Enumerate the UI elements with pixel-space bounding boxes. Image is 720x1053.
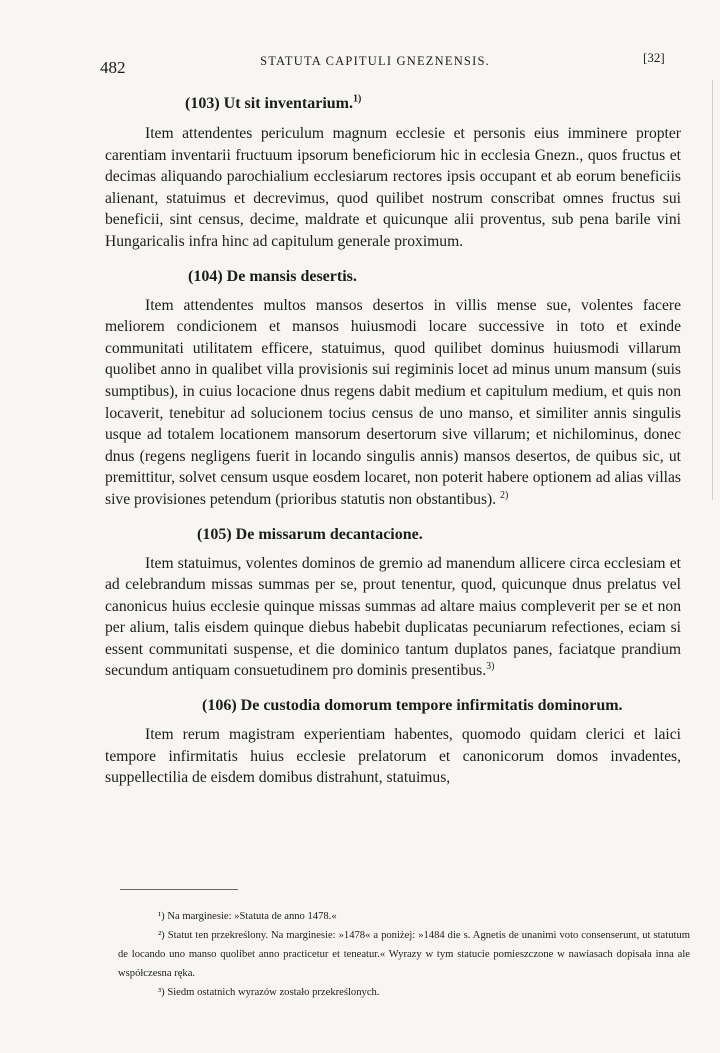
- section-title-104: [105, 265, 681, 289]
- footnote-ref: 1): [352, 93, 362, 105]
- paragraph-text: Item attendentes periculum magnum ecclesie et personis eius imminere propter carentiam inventarii fructuum ipsorum beneficiorum hic in ecclesia Gnezn., quos fructus et decimas aliquando parochialium ecclesiarum rectores ipsis occupant et ab eorum beneficiis alienant, statuimus et decrevimus, quod quilibet nostrum conscribat omnes fructus sui beneficii, sint census, decime, maldrate et quicunque alii proventus, sub pena barile vini Hungaricalis infra hinc ad capitulum generale proximum.: [105, 125, 681, 250]
- section-title-text: De mansis desertis.: [226, 267, 357, 285]
- paragraph-103: [105, 123, 681, 253]
- section-number: (105): [197, 525, 232, 543]
- page-number: 482: [100, 58, 126, 77]
- paragraph-text: Item statuimus, volentes dominos de gremio ad manendum allicere circa ecclesiam et ad celebrandum missas summas per se, prout tenentur, quod, quicunque dnus prelatus vel canonicus huius ecclesie quinque missas summas ad altare maius compleverit per se et non per alium, talis eisdem quinque diebus habebit duplicatas pecuniarum refectiones, eciam si essent communitati suspense, et die dominico tantum duplatos panes, faciatque prandium secundum antiquam consuetudinem pro dominis presentibus.: [105, 554, 681, 680]
- section-number: (106): [202, 697, 237, 715]
- body-text: [105, 92, 681, 789]
- footnote-1: ¹) Na marginesie: »Statuta de anno 1478.«: [158, 911, 337, 922]
- paragraph-text: Item attendentes multos mansos desertos in villis mense sue, volentes facere meliorem condicionem et mansos huiusmodi locare successive in toto et exinde communitati utilitatem efficere, statuimus, quod quilibet dominus huiusmodi villarum quolibet anno in qualibet villa provisionis sui regiminis locet ad minus unum mansum (suis sumptibus), in cuius locacione dnus regens dabit medium et capitulum medium, et quis non locaverit, tenebitur ad solucionem tocius census de uno manso, et similiter annis singulis usque ad totalem locationem mansorum desertorum sive villarum; et nichilominus, donec dnus (regens negligens fuerit in locando singulis annis) mansos desertos, de quibus sic, ut premittitur, solvet censum usque eosdem locaret, non poterit habere optionem ad alias villas sive provisiones petendum (prioribus statutis non obstantibus).: [105, 296, 681, 508]
- footnote-3: ³) Siedm ostatnich wyrazów zostało przekreślonych.: [158, 987, 380, 998]
- paragraph-106: [105, 724, 681, 789]
- page-header: [0, 50, 720, 80]
- running-title: STATUTA CAPITULI GNEZNENSIS.: [260, 54, 490, 68]
- footnote-2: ²) Statut ten przekreślony. Na marginesie: »1478« a poniżej: »1484 die s. Agnetis de unanimi voto consenserunt, ut statutum de locando uno manso quolibet anno practicetur et teneatur.« Wyrazy w tym statucie pomieszczone w nawiasach dopisała inna ale współczesna ręka.: [118, 930, 690, 979]
- paragraph-104: [105, 295, 681, 511]
- scan-edge-line: [712, 80, 713, 500]
- footnote-ref: 2): [500, 489, 509, 501]
- section-number: (103): [185, 95, 220, 112]
- paragraph-text: Item rerum magistram experientiam habentes, quomodo quidam clerici et laici tempore infirmitatis huius ecclesie prelatorum et canonicorum domos invadentes, suppellectilia de eisdem domibus distrahunt, statuimus,: [105, 726, 681, 787]
- section-title-105: [105, 523, 681, 547]
- section-number: (104): [188, 267, 223, 285]
- footnotes: [118, 907, 690, 1002]
- section-title-106: [105, 694, 681, 718]
- section-title-text: Ut sit inventarium.: [223, 95, 353, 112]
- paragraph-105: [105, 553, 681, 683]
- section-title-text: De custodia domorum tempore infirmitatis dominorum.: [240, 697, 623, 715]
- section-title-text: De missarum decantacione.: [235, 525, 423, 543]
- footnote-ref: 3): [486, 661, 495, 673]
- folio-number: [32]: [643, 50, 665, 65]
- section-title-103: [105, 92, 681, 116]
- footnote-divider: [120, 889, 238, 890]
